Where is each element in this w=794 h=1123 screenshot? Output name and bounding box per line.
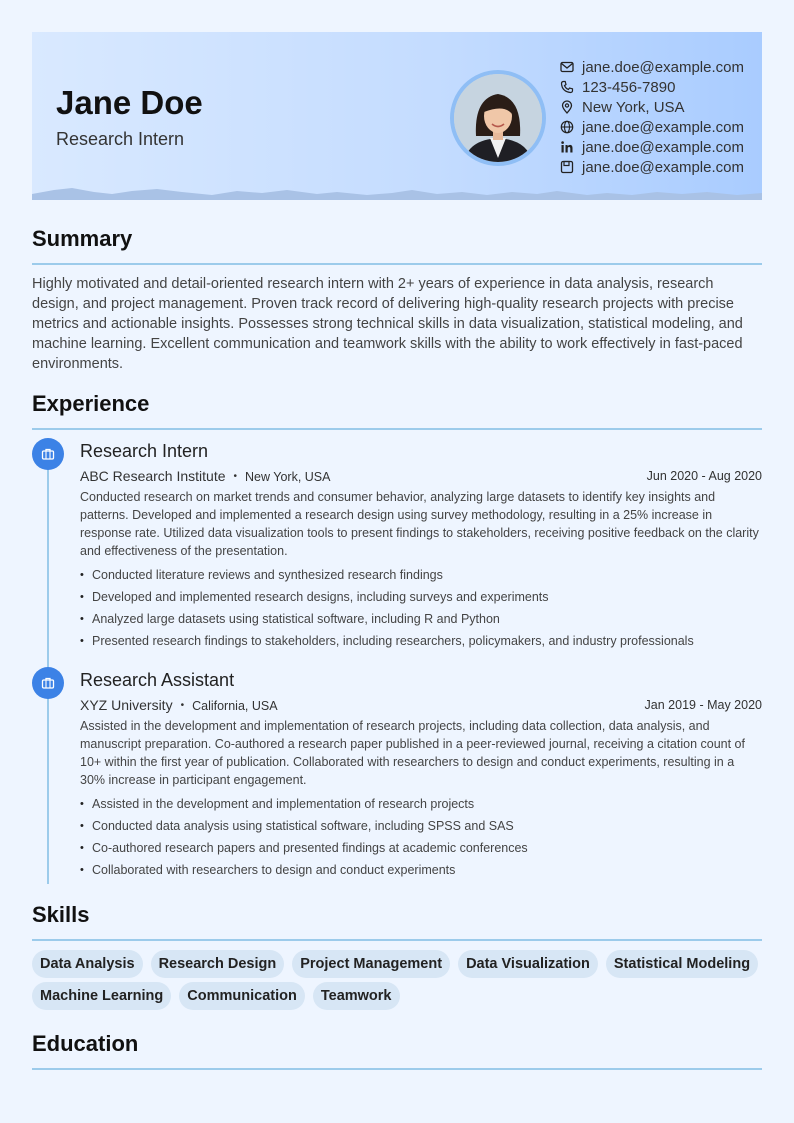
job-description: Conducted research on market trends and consumer behavior, analyzing large datasets to identify key insights and patterns. Developed and implemented a research design using survey methodology, resulting in a 25% increase in response rate. Utilized data visualization tools to present findings to stakeholders, receiving positive feedback on the clarity and effectiveness of the presentation.: [80, 490, 759, 558]
job-bullet: • Presented research findings to stakeholders, including researchers, policymakers, and industry professionals: [80, 630, 762, 652]
skill-chip: Statistical Modeling: [606, 950, 758, 978]
location-pin-icon: [560, 100, 574, 114]
mail-icon: [560, 60, 574, 74]
meta-separator: •: [233, 471, 238, 483]
job-bullet-list: [80, 564, 762, 652]
summary-text: Highly motivated and detail-oriented research intern with 2+ years of experience in data analysis, research design, and project management. Proven track record of delivering high-quality research projects with precise metrics and actionable insights. Possesses strong technical skills in data visualization, statistical modeling, and machine learning. Excellent communication and teamwork skills with the ability to work effectively in fast-paced environments.: [32, 276, 743, 372]
skills-heading: Skills: [32, 902, 90, 927]
contact-linkedin-text: jane.doe@example.com: [582, 138, 744, 156]
header-wave-decoration: [32, 184, 762, 200]
experience-timeline: [47, 445, 49, 884]
contact-email-text: jane.doe@example.com: [582, 58, 744, 76]
education-heading: Education: [32, 1031, 139, 1056]
candidate-name: Jane Doe: [56, 84, 203, 121]
summary-divider: [32, 263, 762, 265]
job-title: Research Assistant: [80, 670, 235, 690]
job-bullet: • Assisted in the development and implementation of research projects: [80, 793, 762, 815]
job-bullet: • Conducted literature reviews and synthesized research findings: [80, 564, 762, 586]
contact-phone-text: 123-456-7890: [582, 78, 676, 96]
profile-photo: [450, 70, 546, 166]
skill-chip: Teamwork: [313, 982, 400, 1010]
experience-heading: Experience: [32, 391, 150, 416]
skill-chip: Communication: [179, 982, 305, 1010]
skill-chip: Data Analysis: [32, 950, 143, 978]
briefcase-icon: [41, 447, 55, 461]
job-company: ABC Research Institute: [80, 468, 226, 484]
job-dates: Jan 2019 - May 2020: [644, 698, 762, 712]
avatar-portrait-icon: [454, 74, 542, 162]
job-company: XYZ University: [80, 697, 173, 713]
candidate-role: Research Intern: [56, 129, 185, 149]
contact-portfolio[interactable]: [560, 157, 744, 177]
skills-list: [32, 950, 772, 1014]
linkedin-icon: [560, 140, 574, 154]
skill-chip: Data Visualization: [458, 950, 598, 978]
job-meta: [80, 464, 762, 488]
experience-divider: [32, 428, 762, 430]
job-bullet: • Analyzed large datasets using statistical software, including R and Python: [80, 608, 762, 630]
contact-location: [560, 97, 744, 117]
skill-chip: Machine Learning: [32, 982, 171, 1010]
contact-location-text: New York, USA: [582, 98, 685, 116]
resume-header: [32, 32, 762, 200]
meta-separator: •: [180, 700, 185, 712]
contact-website-text: jane.doe@example.com: [582, 118, 744, 136]
contact-linkedin[interactable]: [560, 137, 744, 157]
contact-website[interactable]: [560, 117, 744, 137]
job-bullet: • Conducted data analysis using statistical software, including SPSS and SAS: [80, 815, 762, 837]
portfolio-icon: [560, 160, 574, 174]
skills-divider: [32, 939, 762, 941]
skill-chip: Project Management: [292, 950, 450, 978]
job-bullet: • Co-authored research papers and presented findings at academic conferences: [80, 837, 762, 859]
job-entry: [80, 438, 762, 652]
education-divider: [32, 1068, 762, 1070]
phone-icon: [560, 80, 574, 94]
job-bullet: • Developed and implemented research designs, including surveys and experiments: [80, 586, 762, 608]
contact-email[interactable]: [560, 57, 744, 77]
job-bullet: • Collaborated with researchers to design and conduct experiments: [80, 859, 762, 881]
job-dot: [32, 667, 64, 699]
job-dot: [32, 438, 64, 470]
summary-heading: Summary: [32, 226, 133, 251]
briefcase-icon: [41, 676, 55, 690]
contact-portfolio-text: jane.doe@example.com: [582, 158, 744, 176]
skill-chip: Research Design: [151, 950, 285, 978]
contact-list: [560, 57, 744, 177]
job-meta: [80, 693, 762, 717]
job-description: Assisted in the development and implementation of research projects, including data collection, data analysis, and manuscript preparation. Co-authored a research paper published in a peer-reviewed journal, receiving a citation count of 10+ within the first year of publication. Collaborated with researchers to design and conduct experiments, resulting in a 30% increase in participant engagement.: [80, 719, 745, 787]
job-location: California, USA: [192, 699, 278, 713]
globe-icon: [560, 120, 574, 134]
job-entry: [80, 667, 762, 881]
job-location: New York, USA: [245, 470, 331, 484]
contact-phone[interactable]: [560, 77, 744, 97]
job-bullet-list: [80, 793, 762, 881]
job-title: Research Intern: [80, 441, 209, 461]
job-dates: Jun 2020 - Aug 2020: [646, 469, 762, 483]
